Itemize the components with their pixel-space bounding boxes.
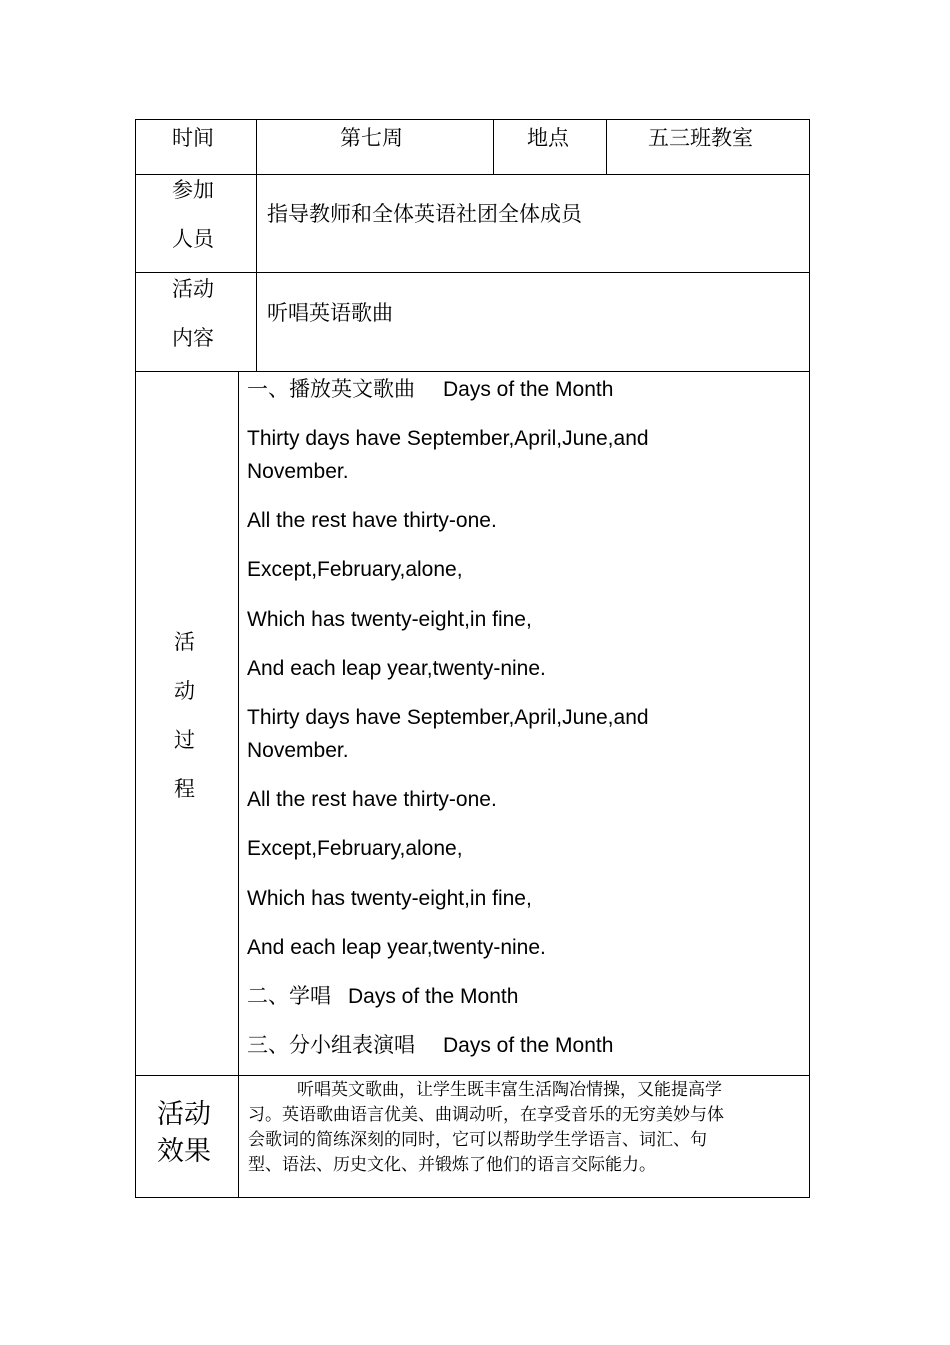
effect-label-line2: 效果 <box>157 1136 211 1167</box>
content-value: 听唱英语歌曲 <box>267 301 393 325</box>
lyric-line: November. <box>247 739 349 762</box>
lyric-line: Except,February,alone, <box>247 837 463 860</box>
step2-line <box>247 986 518 1007</box>
place-label: 地点 <box>527 126 569 150</box>
effect-text-line: 型、语法、历史文化、并锻炼了他们的语言交际能力。 <box>248 1155 656 1175</box>
step1-line <box>247 379 613 400</box>
effect-text-line: 习。英语歌曲语言优美、曲调动听，在享受音乐的无穷美妙与体 <box>248 1105 724 1125</box>
lyric-line: Thirty days have September,April,June,and <box>247 427 649 450</box>
lyric-line: And each leap year,twenty-nine. <box>247 936 546 959</box>
participants-value: 指导教师和全体英语社团全体成员 <box>267 202 582 226</box>
participants-label-line1: 参加 <box>172 178 214 202</box>
participants-label-line2: 人员 <box>172 227 214 251</box>
effect-text-line: 会歌词的简练深刻的同时，它可以帮助学生学语言、词汇、句 <box>248 1130 707 1150</box>
process-label-char: 过 <box>174 728 195 752</box>
lyric-line: Except,February,alone, <box>247 558 463 581</box>
step2-prefix: 二、学唱 <box>247 984 331 1008</box>
process-label-char: 动 <box>174 679 195 703</box>
step1-song: Days of the Month <box>443 378 614 401</box>
time-label: 时间 <box>172 126 214 150</box>
lyric-line: November. <box>247 460 349 483</box>
lyric-line: Which has twenty-eight,in fine, <box>247 887 532 910</box>
effect-text-line: 听唱英文歌曲，让学生既丰富生活陶冶情操，又能提高学 <box>297 1080 722 1100</box>
lyric-line: Which has twenty-eight,in fine, <box>247 608 532 631</box>
step3-song: Days of the Month <box>443 1034 614 1057</box>
lyric-line: And each leap year,twenty-nine. <box>247 657 546 680</box>
step2-song: Days of the Month <box>348 985 519 1008</box>
step3-prefix: 三、分小组表演唱 <box>247 1033 415 1057</box>
place-value: 五三班教室 <box>648 126 753 150</box>
process-label-char: 程 <box>174 777 195 801</box>
step3-line <box>247 1035 613 1056</box>
lyric-line: Thirty days have September,April,June,and <box>247 706 649 729</box>
lyric-line: All the rest have thirty-one. <box>247 788 497 811</box>
effect-label-line1: 活动 <box>157 1099 211 1130</box>
step1-prefix: 一、播放英文歌曲 <box>247 377 415 401</box>
process-label-char: 活 <box>174 630 195 654</box>
lyric-line: All the rest have thirty-one. <box>247 509 497 532</box>
time-value: 第七周 <box>340 126 403 150</box>
content-label-line1: 活动 <box>172 277 214 301</box>
content-label-line2: 内容 <box>172 326 214 350</box>
